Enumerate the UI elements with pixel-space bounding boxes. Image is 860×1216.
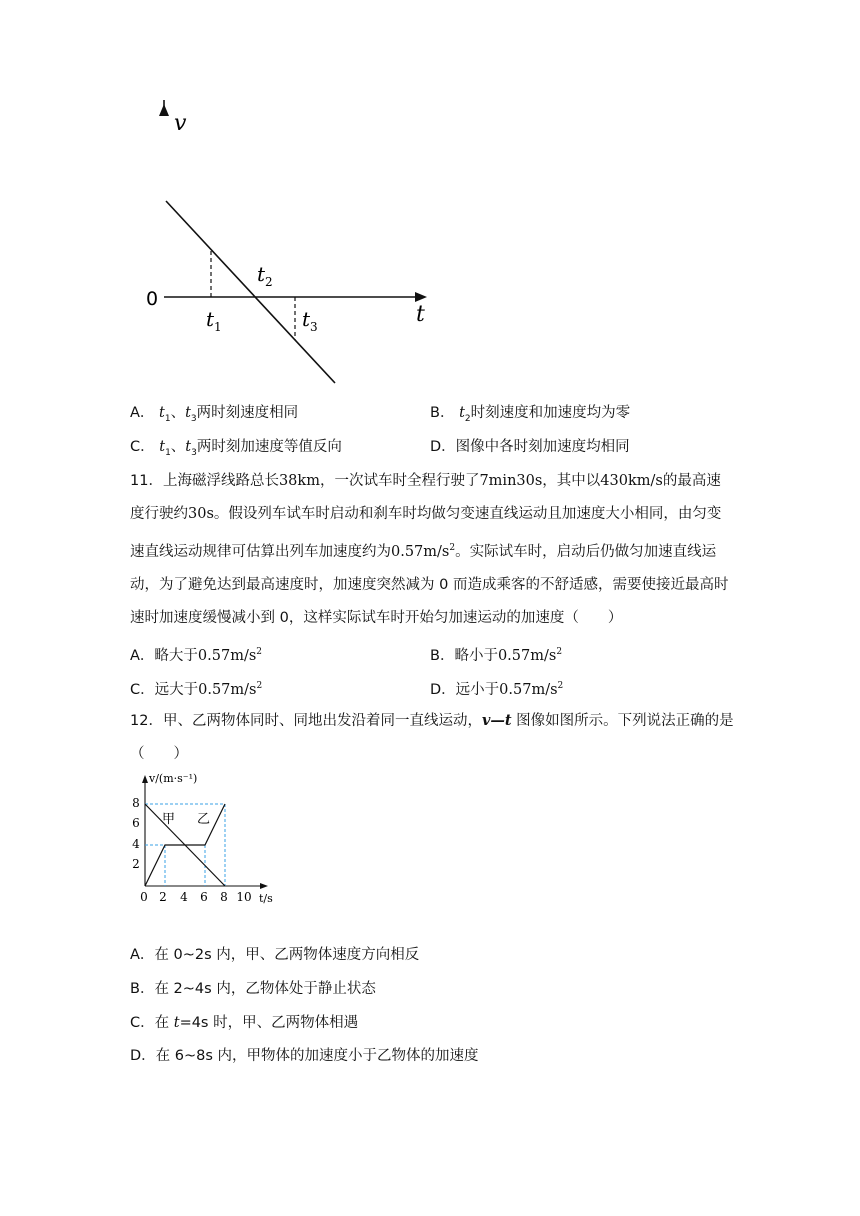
t3-label: $t_3$ — [302, 307, 318, 334]
chart2-x-tick-6: 6 — [200, 890, 208, 904]
q11-option-a[interactable]: A．略大于$0.57m/s^2$ — [130, 647, 263, 664]
origin-label: 0 — [146, 288, 159, 310]
q12-option-c[interactable]: C．在 t=4s 时，甲、乙两物体相遇 — [130, 1015, 359, 1031]
chart2-y-tick-6: 6 — [132, 816, 140, 830]
q11-option-c[interactable]: C．远大于$0.57m/s^2$ — [130, 681, 263, 698]
chart2-y-tick-2: 2 — [132, 857, 140, 871]
chart2-y-label: v/(m·s⁻¹) — [149, 772, 198, 785]
velocity-time-graph-1 — [130, 100, 440, 390]
series-yi-label: 乙 — [197, 812, 211, 827]
q10-option-a[interactable]: A． $t_1$、$t_3$两时刻速度相同 — [130, 405, 299, 424]
q12-option-d[interactable]: D．在 6~8s 内，甲物体的加速度小于乙物体的加速度 — [130, 1048, 479, 1064]
velocity-line — [166, 201, 335, 383]
chart2-x-tick-8: 8 — [220, 890, 228, 904]
series-jia-label: 甲 — [162, 812, 176, 827]
q12-stem: 12．甲、乙两物体同时、同地出发沿着同一直线运动，v—t 图像如图所示。下列说法正确的是（ ） — [130, 712, 734, 763]
chart2-x-tick-10: 10 — [236, 890, 252, 904]
q11-option-d[interactable]: D．远小于$0.57m/s^2$ — [430, 681, 564, 698]
chart2-x-tick-4: 4 — [180, 890, 188, 904]
velocity-time-chart-2 — [125, 762, 285, 907]
chart2-x-tick-0: 0 — [140, 890, 148, 904]
q10-option-d[interactable]: D．图像中各时刻加速度均相同 — [430, 439, 630, 455]
chart2-x-tick-2: 2 — [159, 890, 167, 904]
q12-option-b[interactable]: B．在 2~4s 内，乙物体处于静止状态 — [130, 981, 376, 997]
chart2-x-axis-arrow — [260, 883, 268, 889]
chart2-y-tick-8: 8 — [132, 796, 140, 810]
q12-option-a[interactable]: A．在 0~2s 内，甲、乙两物体速度方向相反 — [130, 947, 420, 963]
q11-stem: 11．上海磁浮线路总长38km，一次试车时全程行驶了7min30s，其中以430km/s的最高速度行驶约30s。假设列车试车时启动和刹车时均做匀变速直线运动且加速度大小相同，由匀变速直线运动规律可估算出列车加速度约为$0.57m/s^2$。实际试车时，启动后仍做匀加速直线运动，为了避免达到最高速度时，加速度突然减为 0 而造成乘客的不舒适感，需要使接近最高时速时加速度缓慢减小到 0，这样实际试车时开始匀加速运动的加速度（ ） — [130, 473, 729, 627]
t2-label: $t_2$ — [257, 262, 273, 289]
q10-option-c[interactable]: C． $t_1$、$t_3$两时刻加速度等值反向 — [130, 439, 342, 458]
chart2-x-label: t/s — [259, 892, 273, 905]
v-axis-arrow — [159, 104, 169, 116]
t-axis-arrow — [415, 292, 427, 302]
t-axis-label: t — [416, 302, 425, 327]
q10-option-b[interactable]: B． $t_2$时刻速度和加速度均为零 — [430, 405, 631, 424]
t1-label: $t_1$ — [206, 307, 222, 334]
v-axis-label: v — [174, 111, 187, 136]
q11-option-b[interactable]: B．略小于$0.57m/s^2$ — [430, 647, 563, 664]
chart2-y-tick-4: 4 — [132, 837, 140, 851]
chart2-y-axis-arrow — [142, 775, 148, 783]
